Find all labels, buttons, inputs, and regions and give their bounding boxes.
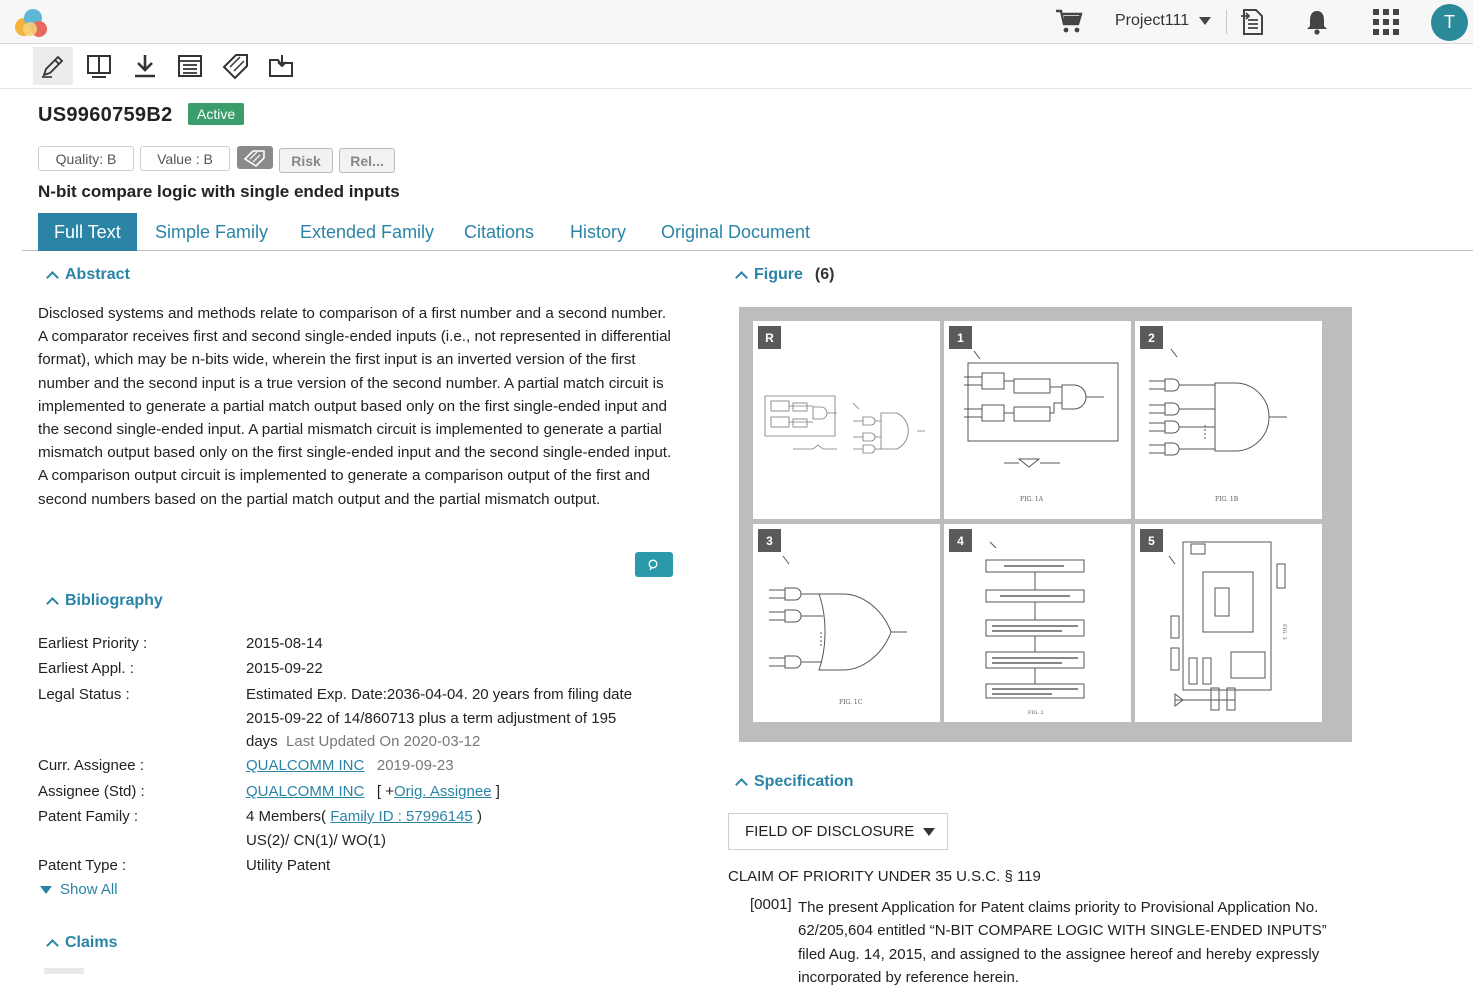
- patent-type-value: Utility Patent: [246, 857, 331, 874]
- earliest-appl-label: Earliest Appl. :: [38, 660, 134, 677]
- top-bar: [0, 0, 1473, 44]
- figure-caption: FIG. 2: [1028, 710, 1044, 716]
- claims-header[interactable]: [48, 934, 117, 952]
- orig-assignee-close: ]: [495, 783, 500, 800]
- apps-grid-icon[interactable]: [1371, 8, 1401, 36]
- last-updated: Last Updated On 2020-03-12: [286, 733, 481, 750]
- bell-icon[interactable]: [1302, 8, 1332, 36]
- figure-thumbnail[interactable]: [944, 321, 1131, 519]
- patent-number: US9960759B2: [38, 104, 173, 126]
- show-all-button[interactable]: [40, 881, 118, 898]
- spec-section-select[interactable]: [728, 813, 948, 850]
- figure-label: 3: [758, 529, 781, 552]
- family-members: 4 Members(: [246, 808, 327, 825]
- show-all-label: Show All: [60, 881, 118, 898]
- block-diagram-image: [1135, 524, 1322, 722]
- orig-assignee-open: [ +: [376, 783, 394, 800]
- bibliography-heading: Bibliography: [65, 592, 163, 609]
- figure-thumbnail[interactable]: [944, 524, 1131, 722]
- abstract-header[interactable]: [48, 266, 130, 284]
- curr-assignee-label: Curr. Assignee :: [38, 757, 144, 774]
- legal-status-line: days: [246, 733, 278, 750]
- quality-rating[interactable]: Quality: B: [38, 146, 134, 171]
- chevron-up-icon: [46, 271, 59, 284]
- tab-extended-family[interactable]: Extended Family: [300, 221, 435, 242]
- paragraph-number: [0001]: [750, 896, 792, 913]
- semantic-search-button[interactable]: [635, 552, 673, 577]
- export-icon[interactable]: [1238, 8, 1268, 36]
- divider: [1226, 10, 1227, 34]
- family-countries: US(2)/ CN(1)/ WO(1): [246, 831, 386, 849]
- assignee-std-value: [246, 780, 500, 804]
- status-badge: Active: [188, 103, 244, 125]
- earliest-appl-value: 2015-09-22: [246, 660, 323, 677]
- tab-bar: [22, 213, 1473, 251]
- related-button[interactable]: Rel...: [339, 148, 395, 173]
- legal-status-line: 2015-09-22 of 14/860713 plus a term adjustment of 195: [246, 709, 617, 727]
- family-close: ): [476, 808, 482, 825]
- user-avatar[interactable]: T: [1431, 4, 1468, 41]
- figure-gallery: [739, 307, 1352, 742]
- earliest-priority-label: Earliest Priority :: [38, 635, 148, 652]
- patent-family-label: Patent Family :: [38, 808, 139, 825]
- figure-heading: Figure: [754, 266, 803, 283]
- earliest-priority-value: 2015-08-14: [246, 635, 323, 652]
- specification-header[interactable]: [737, 773, 854, 791]
- figure-thumbnail[interactable]: [753, 321, 940, 519]
- value-rating[interactable]: Value : B: [140, 146, 230, 171]
- curr-assignee-link[interactable]: QUALCOMM INC: [246, 757, 365, 774]
- search-icon: [647, 558, 661, 572]
- figure-label: 5: [1140, 529, 1163, 552]
- highlight-pen-icon[interactable]: [33, 47, 73, 85]
- figure-label: 4: [949, 529, 972, 552]
- specification-heading: Specification: [754, 773, 854, 790]
- patent-type-label: Patent Type :: [38, 857, 127, 874]
- abstract-text: Disclosed systems and methods relate to comparison of a first number and a second number. A comparator receives first and second single-ended inputs (i.e., not represented in differential format), which may be n-bits wide, wherein the first input is an inverted version of the first number and the second input is a true version of the second number. A partial match circuit is implemented to generate a partial match output based only on the first single-ended input and the second single-ended input. A partial mismatch circuit is implemented to generate a partial mismatch output based only on the first single-ended input and the second single-ended input. A comparison output circuit is implemented to generate a comparison output of the first and second numbers based on the partial match output and the partial mismatch output.: [38, 305, 672, 508]
- family-id-link[interactable]: Family ID : 57996145: [330, 808, 473, 825]
- claims-heading: Claims: [65, 934, 118, 951]
- tab-simple-family[interactable]: Simple Family: [155, 221, 269, 242]
- app-logo[interactable]: [12, 5, 52, 39]
- chevron-up-icon: [735, 271, 748, 284]
- triangle-down-icon: [40, 886, 52, 894]
- figure-count: (6): [814, 266, 835, 283]
- tab-history[interactable]: History: [570, 221, 627, 242]
- bibliography-header[interactable]: [48, 592, 163, 610]
- project-selector[interactable]: [1115, 12, 1211, 30]
- paragraph-text: The present Application for Patent claims priority to Provisional Application No. 62/205,604 entitled “N-BIT COMPARE LOGIC WITH SINGLE-ENDED INPUTS” filed Aug. 14, 2015, and assigned to the assignee hereof and hereby expressly incorporated by reference herein.: [798, 899, 1327, 986]
- legal-status-label: Legal Status :: [38, 686, 130, 703]
- spec-subheading: CLAIM OF PRIORITY UNDER 35 U.S.C. § 119: [728, 868, 1041, 885]
- assignee-std-link[interactable]: QUALCOMM INC: [246, 783, 365, 800]
- split-view-icon[interactable]: [79, 47, 119, 85]
- circuit-drawing-image: [753, 524, 940, 722]
- chevron-up-icon: [46, 597, 59, 610]
- risk-button[interactable]: Risk: [279, 148, 333, 173]
- figure-thumbnail[interactable]: [753, 524, 940, 722]
- tab-full-text[interactable]: Full Text: [38, 213, 137, 251]
- download-icon[interactable]: [125, 47, 165, 85]
- list-view-icon[interactable]: [170, 47, 210, 85]
- legal-status-value: [246, 683, 666, 754]
- chevron-up-icon: [46, 939, 59, 952]
- chevron-down-icon: [1199, 17, 1211, 25]
- figure-caption: FIG. 3: [1281, 624, 1287, 640]
- spec-section-value: FIELD OF DISCLOSURE: [745, 823, 915, 840]
- circuit-drawing-image: [753, 321, 940, 519]
- curr-assignee-date: 2019-09-23: [376, 757, 454, 774]
- circuit-drawing-image: [1135, 321, 1322, 519]
- tab-original-document[interactable]: Original Document: [661, 221, 811, 242]
- cart-icon[interactable]: [1054, 8, 1084, 36]
- figure-thumbnail[interactable]: [1135, 321, 1322, 519]
- figure-caption: FIG. 1B: [1215, 496, 1239, 503]
- tab-citations[interactable]: Citations: [464, 221, 535, 242]
- figure-label: 2: [1140, 326, 1163, 349]
- figure-label: 1: [949, 326, 972, 349]
- figure-caption: FIG. 1C: [839, 699, 863, 706]
- orig-assignee-link[interactable]: Orig. Assignee: [393, 783, 492, 800]
- tag-button[interactable]: [237, 146, 273, 169]
- tag-icon: [244, 150, 266, 166]
- tag-icon[interactable]: [216, 47, 256, 85]
- chevron-up-icon: [735, 778, 748, 791]
- circuit-drawing-image: [944, 321, 1131, 519]
- flowchart-image: [944, 524, 1131, 722]
- figure-caption: FIG. 1A: [1020, 496, 1044, 503]
- figure-thumbnail[interactable]: [1135, 524, 1322, 722]
- claims-content-placeholder: [44, 968, 84, 974]
- document-toolbar: [0, 45, 1473, 89]
- patent-family-value: [246, 805, 482, 852]
- chevron-down-icon: [923, 828, 935, 836]
- legal-status-line: Estimated Exp. Date:2036-04-04. 20 years from filing date: [246, 686, 633, 703]
- figure-label: R: [758, 326, 781, 349]
- save-to-folder-icon[interactable]: [261, 47, 301, 85]
- abstract-heading: Abstract: [65, 266, 130, 283]
- assignee-std-label: Assignee (Std) :: [38, 783, 145, 800]
- curr-assignee-value: [246, 754, 454, 778]
- patent-title: N-bit compare logic with single ended inputs: [38, 182, 400, 201]
- figure-header[interactable]: [737, 266, 834, 284]
- project-name: Project111: [1115, 12, 1190, 29]
